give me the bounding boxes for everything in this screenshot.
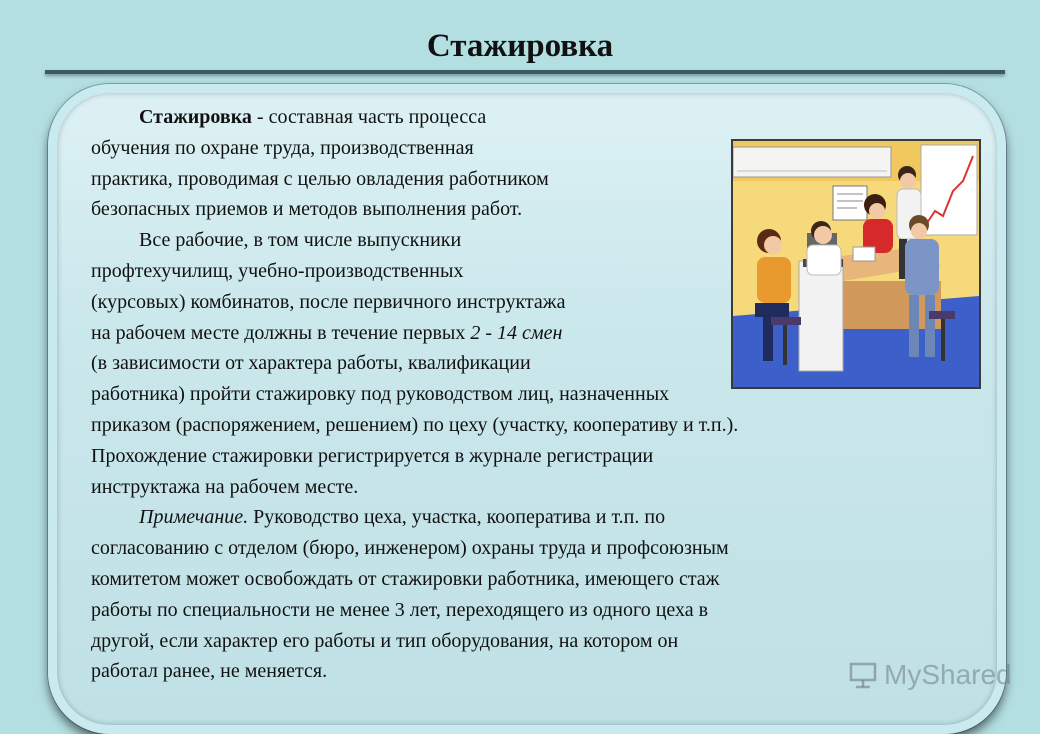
text-line: другой, если характер его работы и тип оборудования, на котором он xyxy=(91,629,679,652)
text-line: комитетом может освобождать от стажировки работника, имеющего стаж xyxy=(91,567,720,590)
watermark xyxy=(848,655,1012,695)
text-line: профтехучилищ, учебно-производственных xyxy=(91,259,464,282)
shift-range: 2 - 14 смен xyxy=(470,321,563,344)
text-line: Все рабочие, в том числе выпускники xyxy=(139,229,462,252)
text-line: на рабочем месте должны в течение первых 2 - 14 смен xyxy=(91,321,563,344)
watermark-text: MyShared xyxy=(884,659,1012,690)
text-line: практика, проводимая с целью овладения работником xyxy=(91,167,549,190)
text-line: (в зависимости от характера работы, квалификации xyxy=(91,352,531,375)
body-text xyxy=(91,102,991,687)
presentation-icon xyxy=(848,660,878,690)
text-line: приказом (распоряжением, решением) по цеху (участку, кооперативу и т.п.). xyxy=(91,413,739,436)
note-label: Примечание. xyxy=(139,506,249,529)
text-line: Примечание. Руководство цеха, участка, кооператива и т.п. по xyxy=(139,506,666,529)
text-line: согласованию с отделом (бюро, инженером) охраны труда и профсоюзным xyxy=(91,537,729,560)
text-line: обучения по охране труда, производственная xyxy=(91,136,474,159)
term-internship: Стажировка xyxy=(139,106,252,128)
text-line: работал ранее, не меняется. xyxy=(91,660,328,683)
text-line: Прохождение стажировки регистрируется в журнале регистрации xyxy=(91,444,654,467)
slide-title: Стажировка xyxy=(426,28,614,64)
text-line: работы по специальности не менее 3 лет, переходящего из одного цеха в xyxy=(91,598,709,621)
text-line: безопасных приемов и методов выполнения работ. xyxy=(91,198,523,221)
text-line: Стажировка - составная часть процесса xyxy=(139,106,487,128)
text-line: инструктажа на рабочем месте. xyxy=(91,475,359,498)
title-underline xyxy=(45,70,1005,74)
text-line: работника) пройти стажировку под руководством лиц, назначенных xyxy=(91,383,670,406)
text-line: (курсовых) комбинатов, после первичного инструктажа xyxy=(91,290,566,313)
